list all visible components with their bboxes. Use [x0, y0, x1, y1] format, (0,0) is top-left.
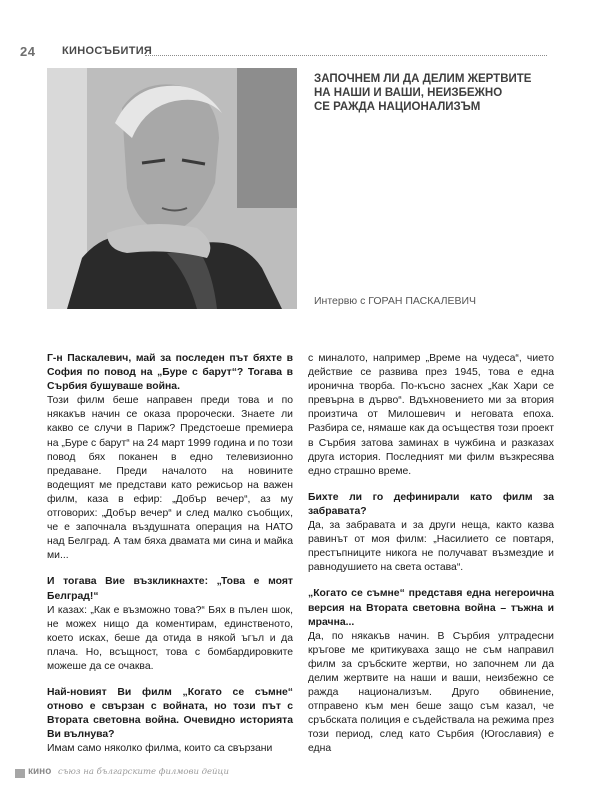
answer: Този филм беше направен преди това и по някакъв начин се оказа пророчески. Знаете ли какво се случи в Париж? Предстоеше премиера на „Буре с барут“ на 24 март 1999 година и по този повод бях поканен в едно телевизионно предаване. Преди началото на новините водещият ме представи като режисьор на важен филм, каза в ефир: „Добър вечер“, аз му отговорих: „Добър вечер“ и след малко съобщих, че е започнала въздушната операция на НАТО над Белград. А там бяха двамата ми сина и майка ми...: [47, 395, 293, 562]
question: Г-н Паскалевич, май за последен път бяхте в София по повод на „Буре с барут“? Тогава в Сърбия бушуваше война.: [47, 353, 293, 393]
article-headline: [314, 72, 554, 114]
answer: Да, за забравата и за други неща, както казва равинът от моя филм: „Насилието се повтаря, престъпниците никога не получават възмездие и равнодушието на света остава“.: [308, 520, 554, 574]
question: Бихте ли го дефинирали като филм за забравата?: [308, 491, 554, 517]
question: И тогава Вие възкликнахте: „Това е моят Белград!“: [47, 576, 293, 602]
page-number: 24: [20, 44, 36, 59]
footer-tagline: съюз на българските филмови дейци: [58, 767, 229, 777]
footer-brand: кино: [28, 766, 52, 777]
answer: Да, по някакъв начин. В Сърбия ултрадесни кръгове ме критикуваха защо не съм направил филм за сръбските жертви, но започнем ли да делим жертвите на наши и ваши, неизбежно се ражда национализъм. Друго обвинение, отправено към мен беше защо съм казал, че сръбската полиция е съдействала на режима през този период, след като Сърбия (Югославия) е една: [308, 630, 554, 755]
right-column: [308, 352, 554, 757]
question: Най-новият Ви филм „Когато се съмне“ отново е свързан с войната, но този път с Втората световна война. Очевидно историята Ви вълнува?: [47, 687, 293, 741]
headline-line: НА НАШИ И ВАШИ, НЕИЗБЕЖНО: [314, 87, 503, 99]
headline-line: ЗАПОЧНЕМ ЛИ ДА ДЕЛИМ ЖЕРТВИТЕ: [314, 73, 532, 85]
section-title: КИНОСЪБИТИЯ: [62, 45, 153, 57]
portrait-photo: [47, 68, 297, 309]
answer: Имам само няколко филма, които са свързани: [47, 743, 273, 755]
byline: Интервю с ГОРАН ПАСКАЛЕВИЧ: [314, 295, 477, 307]
left-column: [47, 352, 293, 757]
header-rule: [145, 55, 547, 56]
headline-line: СЕ РАЖДА НАЦИОНАЛИЗЪМ: [314, 101, 481, 113]
answer: с миналото, например „Време на чудеса“, чието действие се развива през 1945, това е една иронична творба. По-късно заснех „Как Хари се превърна в дърво“. Вдъхновението ми за втория произтича от Милошевич и неговата епоха. Разбира се, нямаше как да осъществя този проект в Сърбия затова заминах в чужбина и разказах друга история. Последният ми филм възкресява едно страшно време.: [308, 353, 554, 477]
answer: И казах: „Как е възможно това?“ Бях в пълен шок, не можех нищо да коментирам, единственото, което исках, беше да отида в някой ъгъл и да плача. Но, всъщност, това с бомбардировките можеше да се очаква.: [47, 604, 293, 672]
footer-logo-block: [15, 769, 25, 778]
question: „Когато се съмне“ представя една негероична версия на Втората световна война – тъжна и мрачна...: [308, 588, 554, 628]
